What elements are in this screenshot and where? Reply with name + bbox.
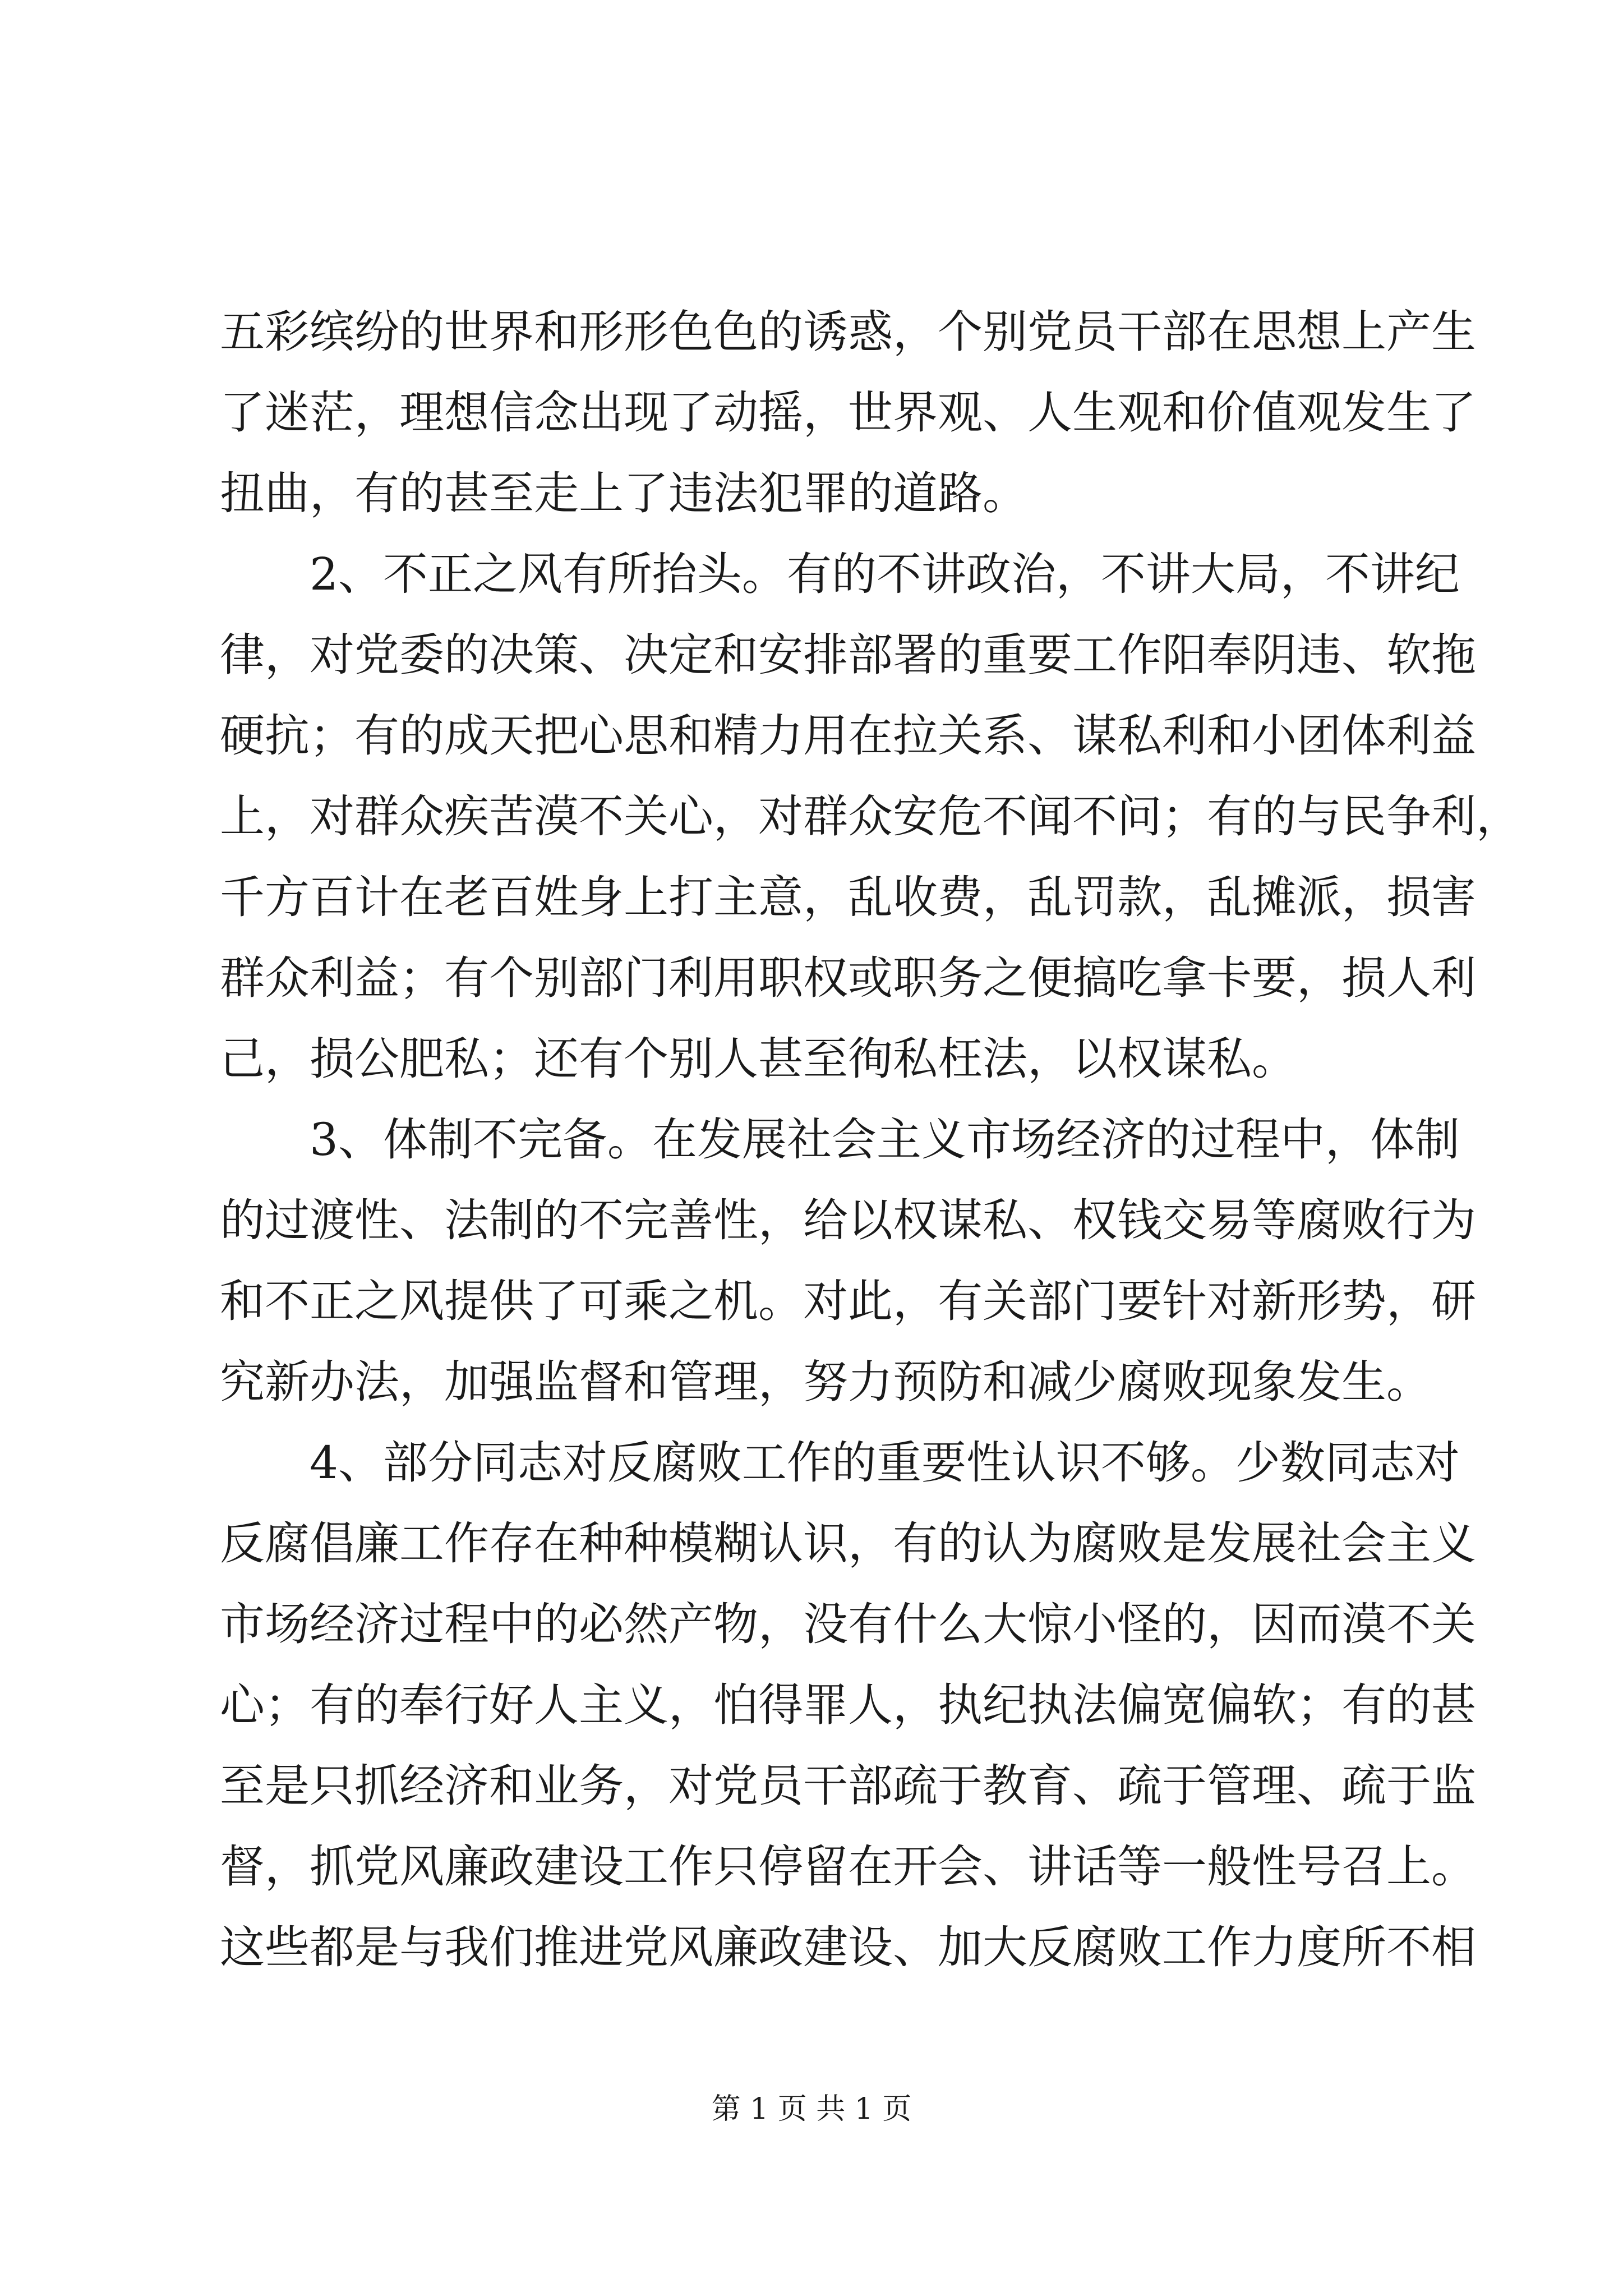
text-line: 至是只抓经济和业务，对党员干部疏于教育、疏于管理、疏于监 <box>220 1760 1476 1812</box>
text-line: 了迷茫，理想信念出现了动摇，世界观、人生观和价值观发生了 <box>220 386 1476 439</box>
text-line: 反腐倡廉工作存在种种模糊认识，有的认为腐败是发展社会主义 <box>220 1517 1476 1570</box>
text-line: 五彩缤纷的世界和形形色色的诱惑，个别党员干部在思想上产生 <box>220 306 1476 358</box>
text-line: 千方百计在老百姓身上打主意，乱收费，乱罚款，乱摊派，损害 <box>220 871 1476 923</box>
paragraph-3 <box>220 1099 1476 1423</box>
text-line: 的过渡性、法制的不完善性，给以权谋私、权钱交易等腐败行为 <box>220 1194 1476 1246</box>
text-line: 督，抓党风廉政建设工作只停留在开会、讲话等一般性号召上。 <box>220 1841 1476 1893</box>
text-line: 心；有的奉行好人主义，怕得罪人，执纪执法偏宽偏软；有的甚 <box>220 1679 1476 1731</box>
text-line: 上，对群众疾苦漠不关心，对群众安危不闻不问；有的与民争利， <box>220 790 1521 843</box>
text-line: 这些都是与我们推进党风廉政建设、加大反腐败工作力度所不相 <box>220 1921 1476 1973</box>
text-line: 己，损公肥私；还有个别人甚至徇私枉法，以权谋私。 <box>220 1033 1297 1085</box>
paragraph-2 <box>220 534 1521 1099</box>
text-line: 律，对党委的决策、决定和安排部署的重要工作阳奉阴违、软拖 <box>220 629 1476 681</box>
text-line: 2、不正之风有所抬头。有的不讲政治，不讲大局，不讲纪 <box>310 548 1460 600</box>
text-line: 扭曲，有的甚至走上了违法犯罪的道路。 <box>220 467 1027 519</box>
text-line: 4、部分同志对反腐败工作的重要性认识不够。少数同志对 <box>310 1437 1460 1489</box>
text-line: 究新办法，加强监督和管理，努力预防和减少腐败现象发生。 <box>220 1356 1431 1408</box>
text-line: 群众利益；有个别部门利用职权或职务之便搞吃拿卡要，损人利 <box>220 952 1476 1004</box>
text-line: 市场经济过程中的必然产物，没有什么大惊小怪的，因而漠不关 <box>220 1598 1476 1650</box>
page-number: 第 1 页 共 1 页 <box>711 2092 912 2126</box>
document-body <box>220 292 1521 1988</box>
text-line: 硬抗；有的成天把心思和精力用在拉关系、谋私利和小团体利益 <box>220 710 1476 762</box>
text-line: 和不正之风提供了可乘之机。对此，有关部门要针对新形势，研 <box>220 1275 1476 1327</box>
text-line: 3、体制不完备。在发展社会主义市场经济的过程中，体制 <box>310 1114 1460 1166</box>
page-footer <box>0 2090 1623 2129</box>
paragraph-4 <box>220 1423 1476 1988</box>
paragraph-1 <box>220 292 1476 534</box>
